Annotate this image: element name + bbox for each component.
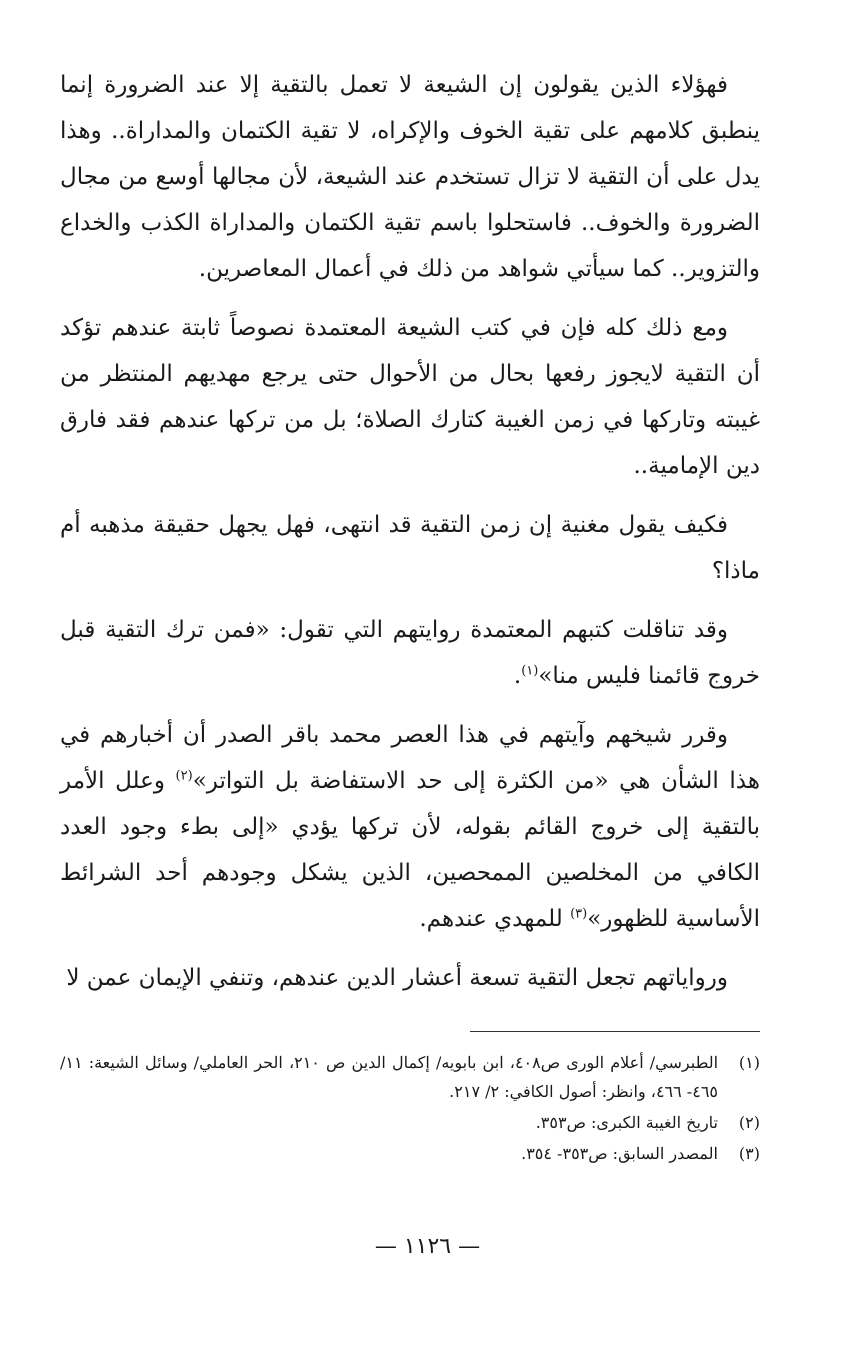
footnote-2-text: تاريخ الغيبة الكبرى: ص٣٥٣. [535,1113,718,1132]
paragraph-2-text: ومع ذلك كله فإن في كتب الشيعة المعتمدة نصوصاً ثابتة عندهم تؤكد أن التقية لايجوز رفعها بحال من الأحوال حتى يرجع مهديهم المنتظر من غيبته وتاركها في زمن الغيبة كتارك الصلاة؛ بل من تركها عندهم فقد فارق دين الإمامية.. [60,315,760,479]
footnote-divider [470,1031,760,1032]
page-number: — ١١٢٦ — [374,1234,481,1259]
footnote-3 [60,1139,760,1168]
footnote-ref-2[interactable]: (٢) [175,768,193,784]
footnote-3-text: المصدر السابق: ص٣٥٣- ٣٥٤. [521,1144,718,1163]
footnote-1-text: الطبرسي/ أعلام الورى ص٤٠٨، ابن بابويه/ إكمال الدين ص ٢١٠، الحر العاملي/ وسائل الشيعة: ١١/ ٤٦٥- ٤٦٦، وانظر: أصول الكافي: ٢/ ٢١٧. [60,1053,719,1101]
footnotes-list [60,1048,760,1168]
footnote-ref-1[interactable]: (١) [521,663,539,679]
paragraph-3 [60,502,760,594]
paragraph-1-text: فهؤلاء الذين يقولون إن الشيعة لا تعمل بالتقية إلا عند الضرورة إنما ينطبق كلامهم على تقية الخوف والإكراه، لا تقية الكتمان والمداراة.. وهذا يدل على أن التقية لا تزال تستخدم عند الشيعة، لأن مجالها أوسع من مجال الضرورة والخوف.. فاستحلوا باسم تقية الكتمان والمداراة الكذب والخداع والتزوير.. كما سيأتي شواهد من ذلك في أعمال المعاصرين. [60,72,760,282]
paragraph-6-text: ورواياتهم تجعل التقية تسعة أعشار الدين عندهم، وتنفي الإيمان عمن لا [66,965,728,991]
footnote-2 [60,1108,760,1137]
paragraph-5 [60,712,760,942]
paragraph-5-text: وقرر شيخهم وآيتهم في هذا العصر محمد باقر الصدر أن أخبارهم في هذا الشأن هي «من الكثرة إلى حد الاستفاضة بل التواتر» [60,722,760,794]
footnote-2-number: (٢) [738,1113,760,1132]
footnote-1 [60,1048,760,1106]
paragraph-4-text: وقد تناقلت كتبهم المعتمدة روايتهم التي تقول: «فمن ترك التقية قبل خروج قائمنا فليس منا» [60,617,760,689]
paragraph-2 [60,305,760,489]
footnote-1-number: (١) [738,1053,760,1072]
paragraph-4 [60,607,760,699]
document-page [60,62,760,1347]
footnote-3-number: (٣) [738,1144,760,1163]
paragraph-5-text-2: وعلل الأمر بالتقية إلى خروج القائم بقوله، لأن تركها يؤدي «إلى بطء وجود العدد الكافي من المخلصين الممحصين، الذين يشكل وجودهم أحد الشرائط الأساسية للظهور» [60,768,760,932]
paragraph-3-text: فكيف يقول مغنية إن زمن التقية قد انتهى، فهل يجهل حقيقة مذهبه أم ماذا؟ [60,512,760,584]
paragraph-5-text-3: للمهدي عندهم. [419,906,571,932]
paragraph-6 [60,955,760,1001]
paragraph-1 [60,62,760,292]
footnote-ref-3[interactable]: (٣) [570,906,588,922]
paragraph-4-tail: . [513,663,522,689]
